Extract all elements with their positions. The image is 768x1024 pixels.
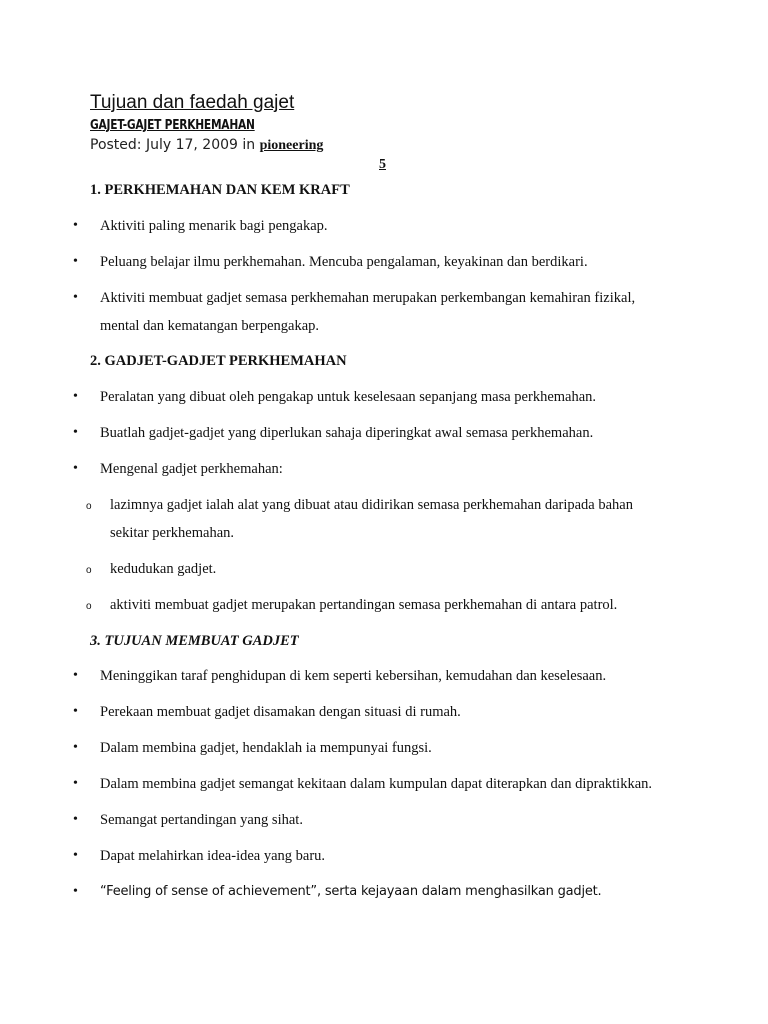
list-item: Aktiviti paling menarik bagi pengakap. bbox=[100, 218, 328, 234]
sub-bullet-icon: o bbox=[86, 501, 92, 512]
bullet-icon: • bbox=[73, 884, 78, 899]
comment-count-link[interactable]: 5 bbox=[379, 157, 386, 172]
sub-bullet-icon: o bbox=[86, 565, 92, 576]
bullet-icon: • bbox=[73, 776, 78, 791]
bullet-icon: • bbox=[73, 290, 78, 305]
bullet-icon: • bbox=[73, 425, 78, 440]
list-item: Dalam membina gadjet semangat kekitaan dalam kumpulan dapat diterapkan dan dipraktikkan. bbox=[100, 776, 653, 792]
list-item: Peralatan yang dibuat oleh pengakap untuk keselesaan sepanjang masa perkhemahan. bbox=[100, 389, 597, 405]
list-item: Meninggikan taraf penghidupan di kem seperti kebersihan, kemudahan dan keselesaan. bbox=[100, 668, 607, 684]
bullet-icon: • bbox=[73, 461, 78, 476]
section-heading-2: 2. GADJET-GADJET PERKHEMAHAN bbox=[90, 353, 347, 369]
bullet-icon: • bbox=[73, 218, 78, 233]
list-item: Peluang belajar ilmu perkhemahan. Mencuba pengalaman, keyakinan dan berdikari. bbox=[100, 254, 588, 270]
category-link[interactable]: pioneering bbox=[259, 138, 324, 153]
list-item: Dalam membina gadjet, hendaklah ia mempunyai fungsi. bbox=[100, 740, 432, 756]
list-item: Dapat melahirkan idea-idea yang baru. bbox=[100, 848, 326, 864]
bullet-icon: • bbox=[73, 848, 78, 863]
list-item: Semangat pertandingan yang sihat. bbox=[100, 812, 303, 828]
bullet-icon: • bbox=[73, 668, 78, 683]
section-heading-3: 3. TUJUAN MEMBUAT GADJET bbox=[90, 633, 299, 649]
bullet-icon: • bbox=[73, 254, 78, 269]
posted-date: Posted: July 17, 2009 in bbox=[90, 137, 260, 153]
bullet-icon: • bbox=[73, 740, 78, 755]
list-item: Buatlah gadjet-gadjet yang diperlukan sahaja diperingkat awal semasa perkhemahan. bbox=[100, 425, 594, 441]
post-meta bbox=[90, 137, 323, 154]
bullet-icon: • bbox=[73, 704, 78, 719]
list-item: Perekaan membuat gadjet disamakan dengan situasi di rumah. bbox=[100, 704, 461, 720]
bullet-icon: • bbox=[73, 812, 78, 827]
list-item: Aktiviti membuat gadjet semasa perkhemahan merupakan perkembangan kemahiran fizikal, mental dan kematangan berpengakap. bbox=[100, 290, 636, 334]
sub-list-item: aktiviti membuat gadjet merupakan pertandingan semasa perkhemahan di antara patrol. bbox=[110, 597, 618, 613]
post-title[interactable]: Tujuan dan faedah gajet bbox=[90, 92, 295, 113]
sub-bullet-icon: o bbox=[86, 601, 92, 612]
sub-list-item: lazimnya gadjet ialah alat yang dibuat atau didirikan semasa perkhemahan daripada bahan sekitar perkhemahan. bbox=[110, 497, 633, 541]
list-item: “Feeling of sense of achievement”, serta kejayaan dalam menghasilkan gadjet. bbox=[100, 884, 602, 899]
section-heading-1: 1. PERKHEMAHAN DAN KEM KRAFT bbox=[90, 182, 350, 198]
bullet-icon: • bbox=[73, 389, 78, 404]
list-item: Mengenal gadjet perkhemahan: bbox=[100, 461, 283, 477]
sub-list-item: kedudukan gadjet. bbox=[110, 561, 217, 577]
post-subtitle[interactable]: GAJET-GAJET PERKHEMAHAN bbox=[90, 118, 255, 133]
